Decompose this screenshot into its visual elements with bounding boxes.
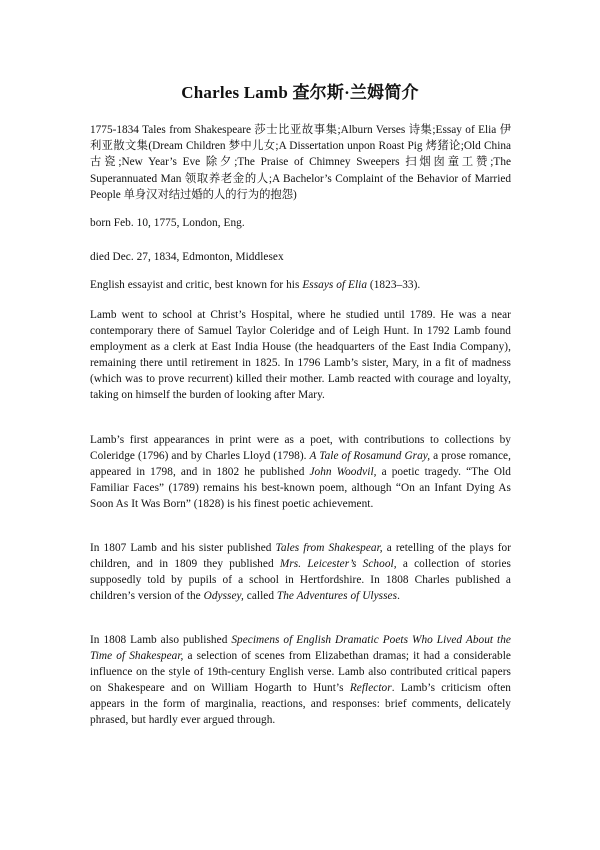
intro-paragraph: 1775-1834 Tales from Shakespeare 莎士比亚故事集;Alburn Verses 诗集;Essay of Elia 伊利亚散文集(Dream Children 梦中儿女;A Dissertation unpon Roast Pig 烤猪论;Old China 古瓷;New Year’s Eve 除夕;The Praise of Chimney Sweepers 扫烟囱童工赞;The Superannuated Man 领取养老金的人;A Bachelor’s Complaint of the Behavior of Married People 单身汉对结过婚的人的行为的抱怨) — [90, 124, 511, 201]
paragraph-tales — [90, 540, 511, 604]
p4-text-c: a selection of scenes from Elizabethan dramas; it had a considerable influence on the style of 19th-century English verse. Lamb also contributed critical papers on Shakespeare and on William Hogarth to Hunt’s — [90, 650, 511, 694]
paragraph-poetry — [90, 432, 511, 512]
p4-title-specimens: Specimens of English Dramatic Poets Who Lived About the Time of Shakespear, — [90, 634, 511, 662]
paragraph-criticism — [90, 632, 511, 728]
p4-text-e: . Lamb’s criticism often appears in the form of marginalia, reactions, and responses: brief comments, delicately phrased, but hardly ever argued through. — [90, 682, 511, 726]
known-work-title: Essays of Elia — [302, 279, 368, 291]
born-line: born Feb. 10, 1775, London, Eng. — [90, 217, 245, 229]
known-for-line — [90, 277, 511, 293]
page-title: Charles Lamb 查尔斯·兰姆简介 — [181, 83, 419, 102]
p3-title-ulysses: The Adventures of Ulysses — [276, 590, 398, 602]
p4-text-a: In 1808 Lamb also published — [90, 634, 232, 646]
p3-text-e: a collection of stories supposedly told by pupils of a school in Hertfordshire. In 1808 Charles published a children’s version of the — [90, 558, 511, 602]
p2-title-woodvil: John Woodvil, — [309, 466, 377, 478]
died-line: died Dec. 27, 1834, Edmonton, Middlesex — [90, 251, 284, 263]
known-text-post: (1823–33). — [367, 279, 421, 291]
p3-text-i: . — [397, 590, 400, 602]
p2-text-a: Lamb’s first appearances in print were as a poet, with contributions to collections by Coleridge (1796) and by Charles Lloyd (1798). — [90, 434, 511, 462]
p4-title-reflector: Reflector — [349, 682, 392, 694]
p3-text-c: a retelling of the plays for children, and in 1809 they published — [90, 542, 512, 570]
paragraph-school: Lamb went to school at Christ’s Hospital, where he studied until 1789. He was a near contemporary there of Samuel Taylor Coleridge and of Leigh Hunt. In 1792 Lamb found employment as a clerk at East India House (the headquarters of the East India Company), remaining there until retirement in 1825. In 1796 Lamb’s sister, Mary, in a fit of madness (which was to prove recurrent) killed their mother. Lamb reacted with courage and loyalty, taking on himself the burden of looking after Mary. — [90, 309, 511, 401]
p2-text-e: a poetic tragedy. “The Old Familiar Faces” (1789) remains his best-known poem, although “On an Infant Dying As Soon As It Was Born” (1828) is his finest poetic achievement. — [90, 466, 511, 510]
known-text-pre: English essayist and critic, best known for his — [90, 279, 303, 291]
p2-title-rosamund: A Tale of Rosamund Gray, — [309, 450, 431, 462]
p3-title-leicester: Mrs. Leicester’s School, — [279, 558, 397, 570]
p3-title-odyssey: Odyssey, — [203, 590, 244, 602]
p2-text-c: a prose romance, appeared in 1798, and in 1802 he published — [90, 450, 511, 478]
p3-title-tales: Tales from Shakespear, — [275, 542, 383, 554]
p3-text-g: called — [243, 590, 277, 602]
p3-text-a: In 1807 Lamb and his sister published — [90, 542, 276, 554]
